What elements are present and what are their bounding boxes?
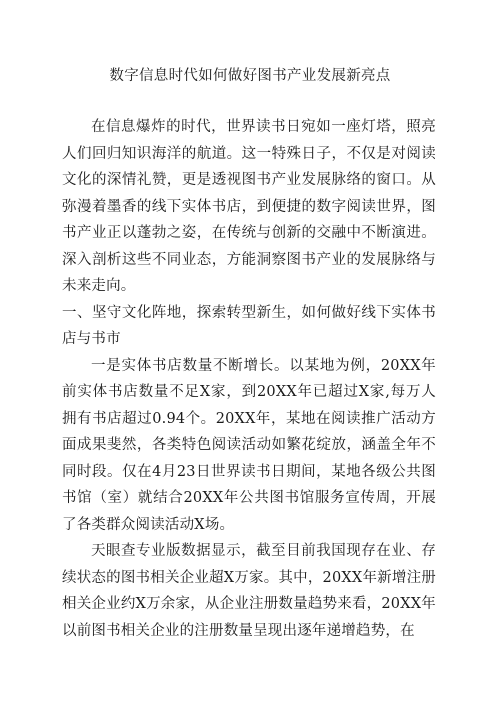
intro-paragraph: 在信息爆炸的时代，世界读书日宛如一座灯塔，照亮人们回归知识海洋的航道。这一特殊日子，不仅是对阅读文化的深情礼赞，更是透视图书产业发展脉络的窗口。从弥漫着墨香的线下实体书店，到便捷的数字阅读世界，图书产业正以蓬勃之姿，在传统与创新的交融中不断演进。深入剖析这些不同业态，方能洞察图书产业的发展脉络与未来走向。 — [62, 119, 436, 294]
tianyancha-paragraph: 天眼查专业版数据显示，截至目前我国现存在业、存续状态的图书相关企业超X万家。其中，20XX年新增注册相关企业约X万余家，从企业注册数量趋势来看，20XX年以前图书相关企业的注册数量呈现出逐年递增趋势，在 — [62, 543, 436, 639]
document-body — [62, 114, 436, 644]
section-heading-1: 一、坚守文化阵地，探索转型新生，如何做好线下实体书店与书市 — [62, 304, 436, 347]
document-title: 数字信息时代如何做好图书产业发展新亮点 — [109, 68, 391, 84]
bookstore-paragraph: 一是实体书店数量不断增长。以某地为例，20XX年前实体书店数量不足X家，到20XX年已超过X家,每万人拥有书店超过0.94个。20XX年，某地在阅读推广活动方面成果斐然，各类特色阅读活动如繁花绽放，涵盖全年不同时段。仅在4月23日世界读书日期间，某地各级公共图书馆（室）就结合20XX年公共图书馆服务宣传周，开展了各类群众阅读活动X场。 — [62, 357, 436, 533]
